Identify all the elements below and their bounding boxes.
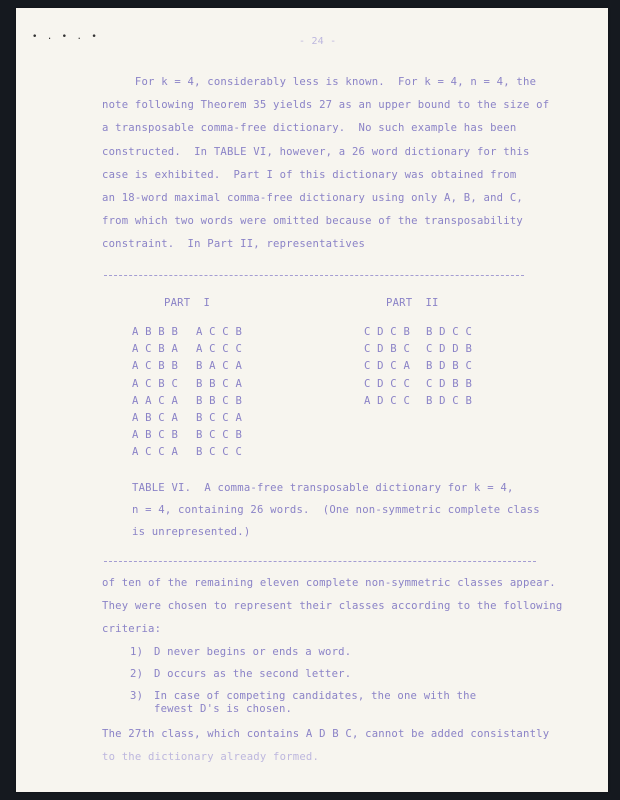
table-word: A C B B xyxy=(132,360,179,373)
table-word: C D C B xyxy=(364,326,411,338)
part2-heading: PART II xyxy=(386,297,439,309)
table-word: A B B B xyxy=(132,326,179,338)
criterion-text: D never begins or ends a word. xyxy=(154,646,352,658)
intro-line: case is exhibited. Part I of this dictionary was obtained from xyxy=(102,168,517,181)
table-word: A B C B xyxy=(132,429,179,442)
table-word: C D C C xyxy=(364,377,411,390)
table-word: B D C B xyxy=(426,394,473,407)
intro-line: constraint. In Part II, representatives xyxy=(102,238,366,251)
table-word: B A C A xyxy=(196,360,243,373)
table-word: A B C A xyxy=(132,412,179,424)
criterion-number: 1) xyxy=(130,646,144,658)
table-word: A C C C xyxy=(196,343,243,356)
body-line: They were chosen to represent their classes according to the following xyxy=(102,600,563,612)
criterion-number: 3) xyxy=(130,690,144,702)
table-word: B C C B xyxy=(196,429,243,442)
bottom-rule xyxy=(104,561,536,562)
table-word: B D B C xyxy=(426,360,473,373)
table-word: A C B A xyxy=(132,343,179,356)
document-page xyxy=(16,8,608,792)
caption-line: TABLE VI. A comma-free transposable dictionary for k = 4, xyxy=(132,482,514,494)
page-number: - 24 - xyxy=(299,36,337,47)
closing-line: The 27th class, which contains A D B C, cannot be added consistantly xyxy=(102,728,550,740)
table-word: B C C A xyxy=(196,412,243,424)
table-word: B D C C xyxy=(426,326,473,338)
table-word: A C C A xyxy=(132,446,179,459)
caption-line: is unrepresented.) xyxy=(132,526,251,538)
criterion-number: 2) xyxy=(130,668,144,680)
intro-line: a transposable comma-free dictionary. No such example has been xyxy=(102,122,517,135)
criterion-text: In case of competing candidates, the one with the xyxy=(154,690,477,702)
criterion-text: fewest D's is chosen. xyxy=(154,703,293,715)
table-word: A A C A xyxy=(132,394,179,407)
intro-line: an 18-word maximal comma-free dictionary using only A, B, and C, xyxy=(102,192,523,204)
table-word: B B C B xyxy=(196,394,243,407)
caption-line: n = 4, containing 26 words. (One non-symmetric complete class xyxy=(132,504,540,516)
table-word: B C C C xyxy=(196,446,243,459)
table-word: A C B C xyxy=(132,377,179,390)
body-line: criteria: xyxy=(102,623,162,635)
part1-heading: PART I xyxy=(164,297,211,309)
intro-line: note following Theorem 35 yields 27 as an upper bound to the size of xyxy=(102,99,550,112)
table-word: C D B B xyxy=(426,377,473,390)
table-word: A C C B xyxy=(196,326,243,338)
intro-line: from which two words were omitted because of the transposability xyxy=(102,215,523,228)
closing-line: to the dictionary already formed. xyxy=(102,751,320,763)
table-word: B B C A xyxy=(196,377,243,390)
top-rule xyxy=(104,275,524,276)
table-word: C D C A xyxy=(364,360,411,373)
body-line: of ten of the remaining eleven complete non-symmetric classes appear. xyxy=(102,577,556,589)
intro-line: For k = 4, considerably less is known. For k = 4, n = 4, the xyxy=(102,76,537,88)
corner-marks: • . • . • xyxy=(32,32,99,42)
table-word: C D D B xyxy=(426,343,473,356)
table-word: A D C C xyxy=(364,394,411,407)
criterion-text: D occurs as the second letter. xyxy=(154,668,352,680)
table-word: C D B C xyxy=(364,343,411,356)
intro-line: constructed. In TABLE VI, however, a 26 word dictionary for this xyxy=(102,145,530,158)
